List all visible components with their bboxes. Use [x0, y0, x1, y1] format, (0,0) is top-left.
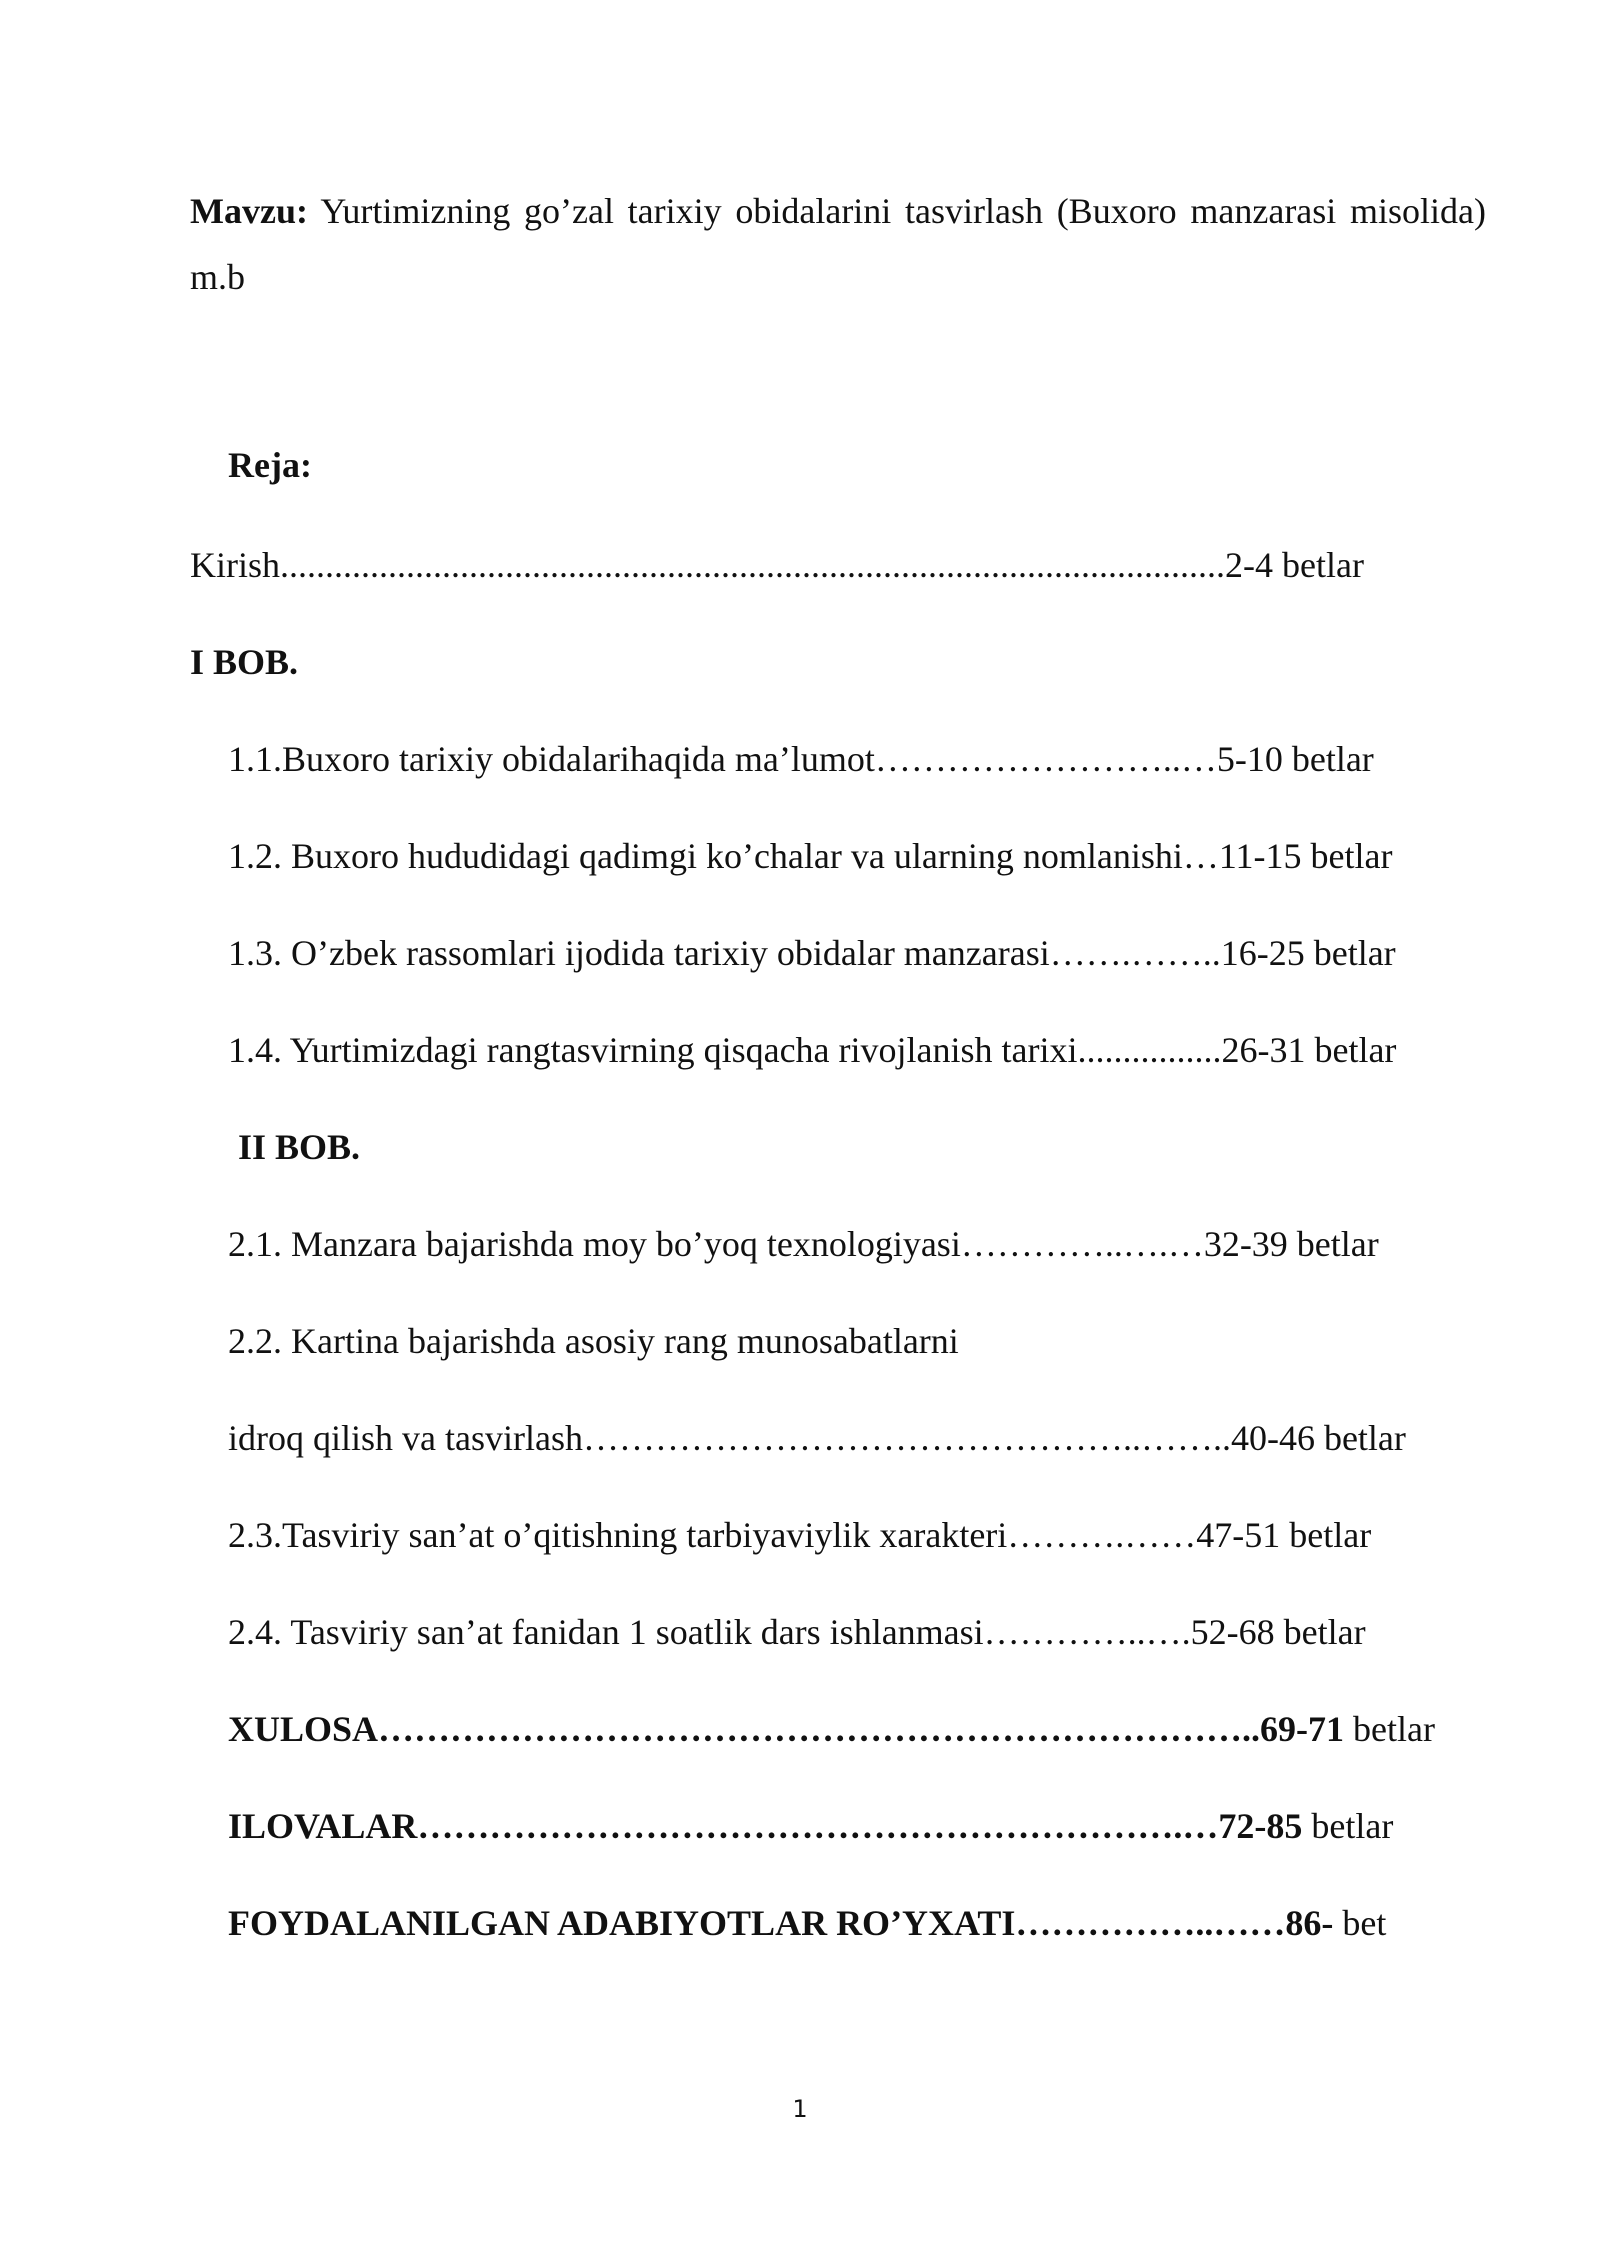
toc-references-title: FOYDALANILGAN ADABIYOTLAR RO’YXATI……………..……86-: [228, 1903, 1334, 1943]
page-number: 1: [792, 2095, 808, 2123]
topic-text: Yurtimizning go’zal tarixiy obidalarini tasvirlash (Buxoro manzarasi misolida) m.b: [190, 191, 1486, 297]
toc-xulosa: [228, 1704, 1435, 1754]
topic-paragraph: [190, 178, 1486, 310]
toc-ilovalar-suffix: betlar: [1302, 1806, 1394, 1846]
toc-item-1-2: 1.2. Buxoro hududidagi qadimgi ko’chalar va ularning nomlanishi…11-15 betlar: [228, 836, 1393, 876]
topic-label: Mavzu:: [190, 191, 308, 231]
toc-item-1-4: 1.4. Yurtimizdagi rangtasvirning qisqacha rivojlanish tarixi................26-31 betlar: [228, 1030, 1397, 1070]
toc-xulosa-suffix: betlar: [1344, 1709, 1435, 1749]
toc-kirish: Kirish.........................................................................................................2-4 betlar: [190, 545, 1364, 585]
toc-references: [228, 1898, 1386, 1948]
toc-chapter-2: II BOB.: [238, 1127, 361, 1167]
toc-item-1-3: 1.3. O’zbek rassomlari ijodida tarixiy obidalar manzarasi…….……..16-25 betlar: [228, 933, 1396, 973]
toc-ilovalar-title: ILOVALAR……………………………………………………….…72-85: [228, 1806, 1303, 1846]
toc-item-2-2-line1: 2.2. Kartina bajarishda asosiy rang munosabatlarni: [228, 1321, 959, 1361]
toc-item-2-2-line2: idroq qilish va tasvirlash………………………………………..……..40-46 betlar: [228, 1418, 1406, 1458]
plan-title: Reja:: [228, 445, 312, 485]
toc-xulosa-title: XULOSA………………………………………………………………..69-71: [228, 1709, 1345, 1749]
toc-item-2-3: 2.3.Tasviriy san’at o’qitishning tarbiyaviylik xarakteri……….……47-51 betlar: [228, 1515, 1372, 1555]
toc-item-2-4: 2.4. Tasviriy san’at fanidan 1 soatlik dars ishlanmasi…………..….52-68 betlar: [228, 1612, 1366, 1652]
toc-item-2-1: 2.1. Manzara bajarishda moy bo’yoq texnologiyasi…………..….…32-39 betlar: [228, 1224, 1379, 1264]
toc-ilovalar: [228, 1801, 1393, 1851]
toc-item-1-1: 1.1.Buxoro tarixiy obidalarihaqida ma’lumot……………………..…5-10 betlar: [228, 739, 1374, 779]
toc-chapter-1: I BOB.: [190, 642, 299, 682]
toc-references-suffix: bet: [1333, 1903, 1387, 1943]
